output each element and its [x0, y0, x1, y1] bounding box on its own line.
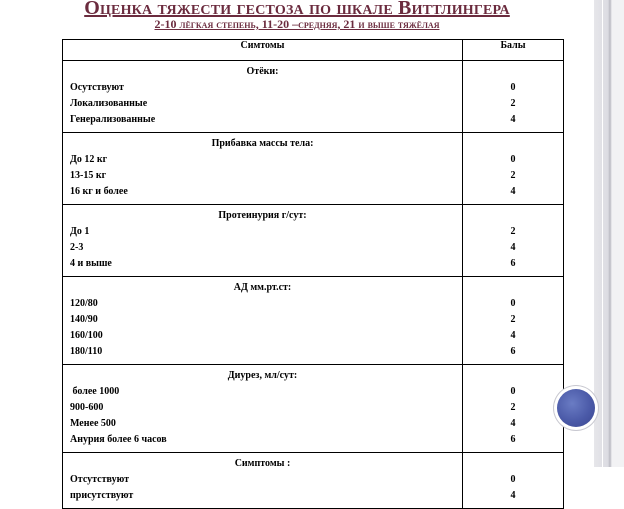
points-value: 0	[510, 154, 516, 165]
symptom-label: присутствуют	[70, 490, 134, 501]
symptom-label: 900-600	[70, 402, 104, 413]
table-section-row	[63, 133, 564, 205]
points-value: 0	[510, 474, 516, 485]
table-section-row	[63, 365, 564, 453]
points-value: 0	[510, 386, 516, 397]
symptom-label: 160/100	[70, 330, 103, 341]
section-title: Симптомы :	[234, 458, 291, 469]
symptom-label: 2-3	[70, 242, 84, 253]
points-spacer	[463, 64, 563, 80]
symptom-label: Отсутствуют	[70, 474, 129, 485]
points-cell	[463, 133, 564, 205]
table-section-row	[63, 277, 564, 365]
section-title: АД мм.рт.ст:	[233, 282, 292, 293]
symptom-label: До 1	[70, 226, 90, 237]
points-cell	[463, 205, 564, 277]
symptom-cell	[63, 133, 463, 205]
symptom-cell	[63, 61, 463, 133]
symptom-label: 4 и выше	[70, 258, 112, 269]
symptom-cell	[63, 453, 463, 509]
symptom-label: Генерализованные	[70, 114, 156, 125]
points-value: 6	[510, 258, 516, 269]
points-value: 6	[510, 434, 516, 445]
symptom-label: 120/80	[70, 298, 98, 309]
symptom-label: 140/90	[70, 314, 98, 325]
section-title: Прибавка массы тела:	[211, 138, 314, 149]
section-title: Протеинурия г/сут:	[218, 210, 307, 221]
points-value: 0	[510, 82, 516, 93]
header-symptoms: Симтомы	[63, 40, 463, 61]
slide-title: Оценка тяжести гестоза по шкале Виттлингера	[84, 0, 510, 19]
points-value: 2	[510, 226, 516, 237]
slide-subtitle: 2-10 лёгкая степень, 11-20 –средняя, 21 и выше тяжёлая	[154, 17, 440, 31]
symptom-label: Анурия более 6 часов	[70, 434, 167, 445]
table-section-row	[63, 453, 564, 509]
symptom-label: Осутствуют	[70, 82, 124, 93]
symptom-cell	[63, 205, 463, 277]
symptom-label: 13-15 кг	[70, 170, 107, 181]
points-value: 4	[510, 186, 516, 197]
points-value: 0	[510, 298, 516, 309]
table-header-row	[63, 40, 564, 61]
points-spacer	[463, 280, 563, 296]
symptom-cell	[63, 365, 463, 453]
section-title: Диурез, мл/сут:	[227, 370, 298, 381]
table-section-row	[63, 61, 564, 133]
points-value: 2	[510, 314, 516, 325]
points-spacer	[463, 208, 563, 224]
header-points: Балы	[463, 40, 564, 61]
points-value: 2	[510, 402, 516, 413]
points-cell	[463, 453, 564, 509]
points-value: 4	[510, 418, 516, 429]
points-value: 4	[510, 114, 516, 125]
symptom-label: 180/110	[70, 346, 103, 357]
slide-side-frame	[594, 0, 624, 467]
symptom-label: До 12 кг	[70, 154, 108, 165]
points-spacer	[463, 456, 563, 472]
points-value: 6	[510, 346, 516, 357]
symptom-label: Менее 500	[70, 418, 116, 429]
points-spacer	[463, 368, 563, 384]
points-spacer	[463, 136, 563, 152]
symptom-cell	[63, 277, 463, 365]
points-value: 2	[510, 98, 516, 109]
points-cell	[463, 277, 564, 365]
points-value: 4	[510, 242, 516, 253]
decorative-circle	[557, 389, 595, 427]
points-value: 4	[510, 330, 516, 341]
table-section-row	[63, 205, 564, 277]
symptom-label: более 1000	[70, 386, 120, 397]
points-cell	[463, 61, 564, 133]
section-title: Отёки:	[246, 66, 279, 77]
symptom-label: 16 кг и более	[70, 186, 128, 197]
points-value: 4	[510, 490, 516, 501]
points-cell	[463, 365, 564, 453]
symptom-label: Локализованные	[70, 98, 148, 109]
points-value: 2	[510, 170, 516, 181]
wittlinger-score-table	[62, 39, 564, 509]
